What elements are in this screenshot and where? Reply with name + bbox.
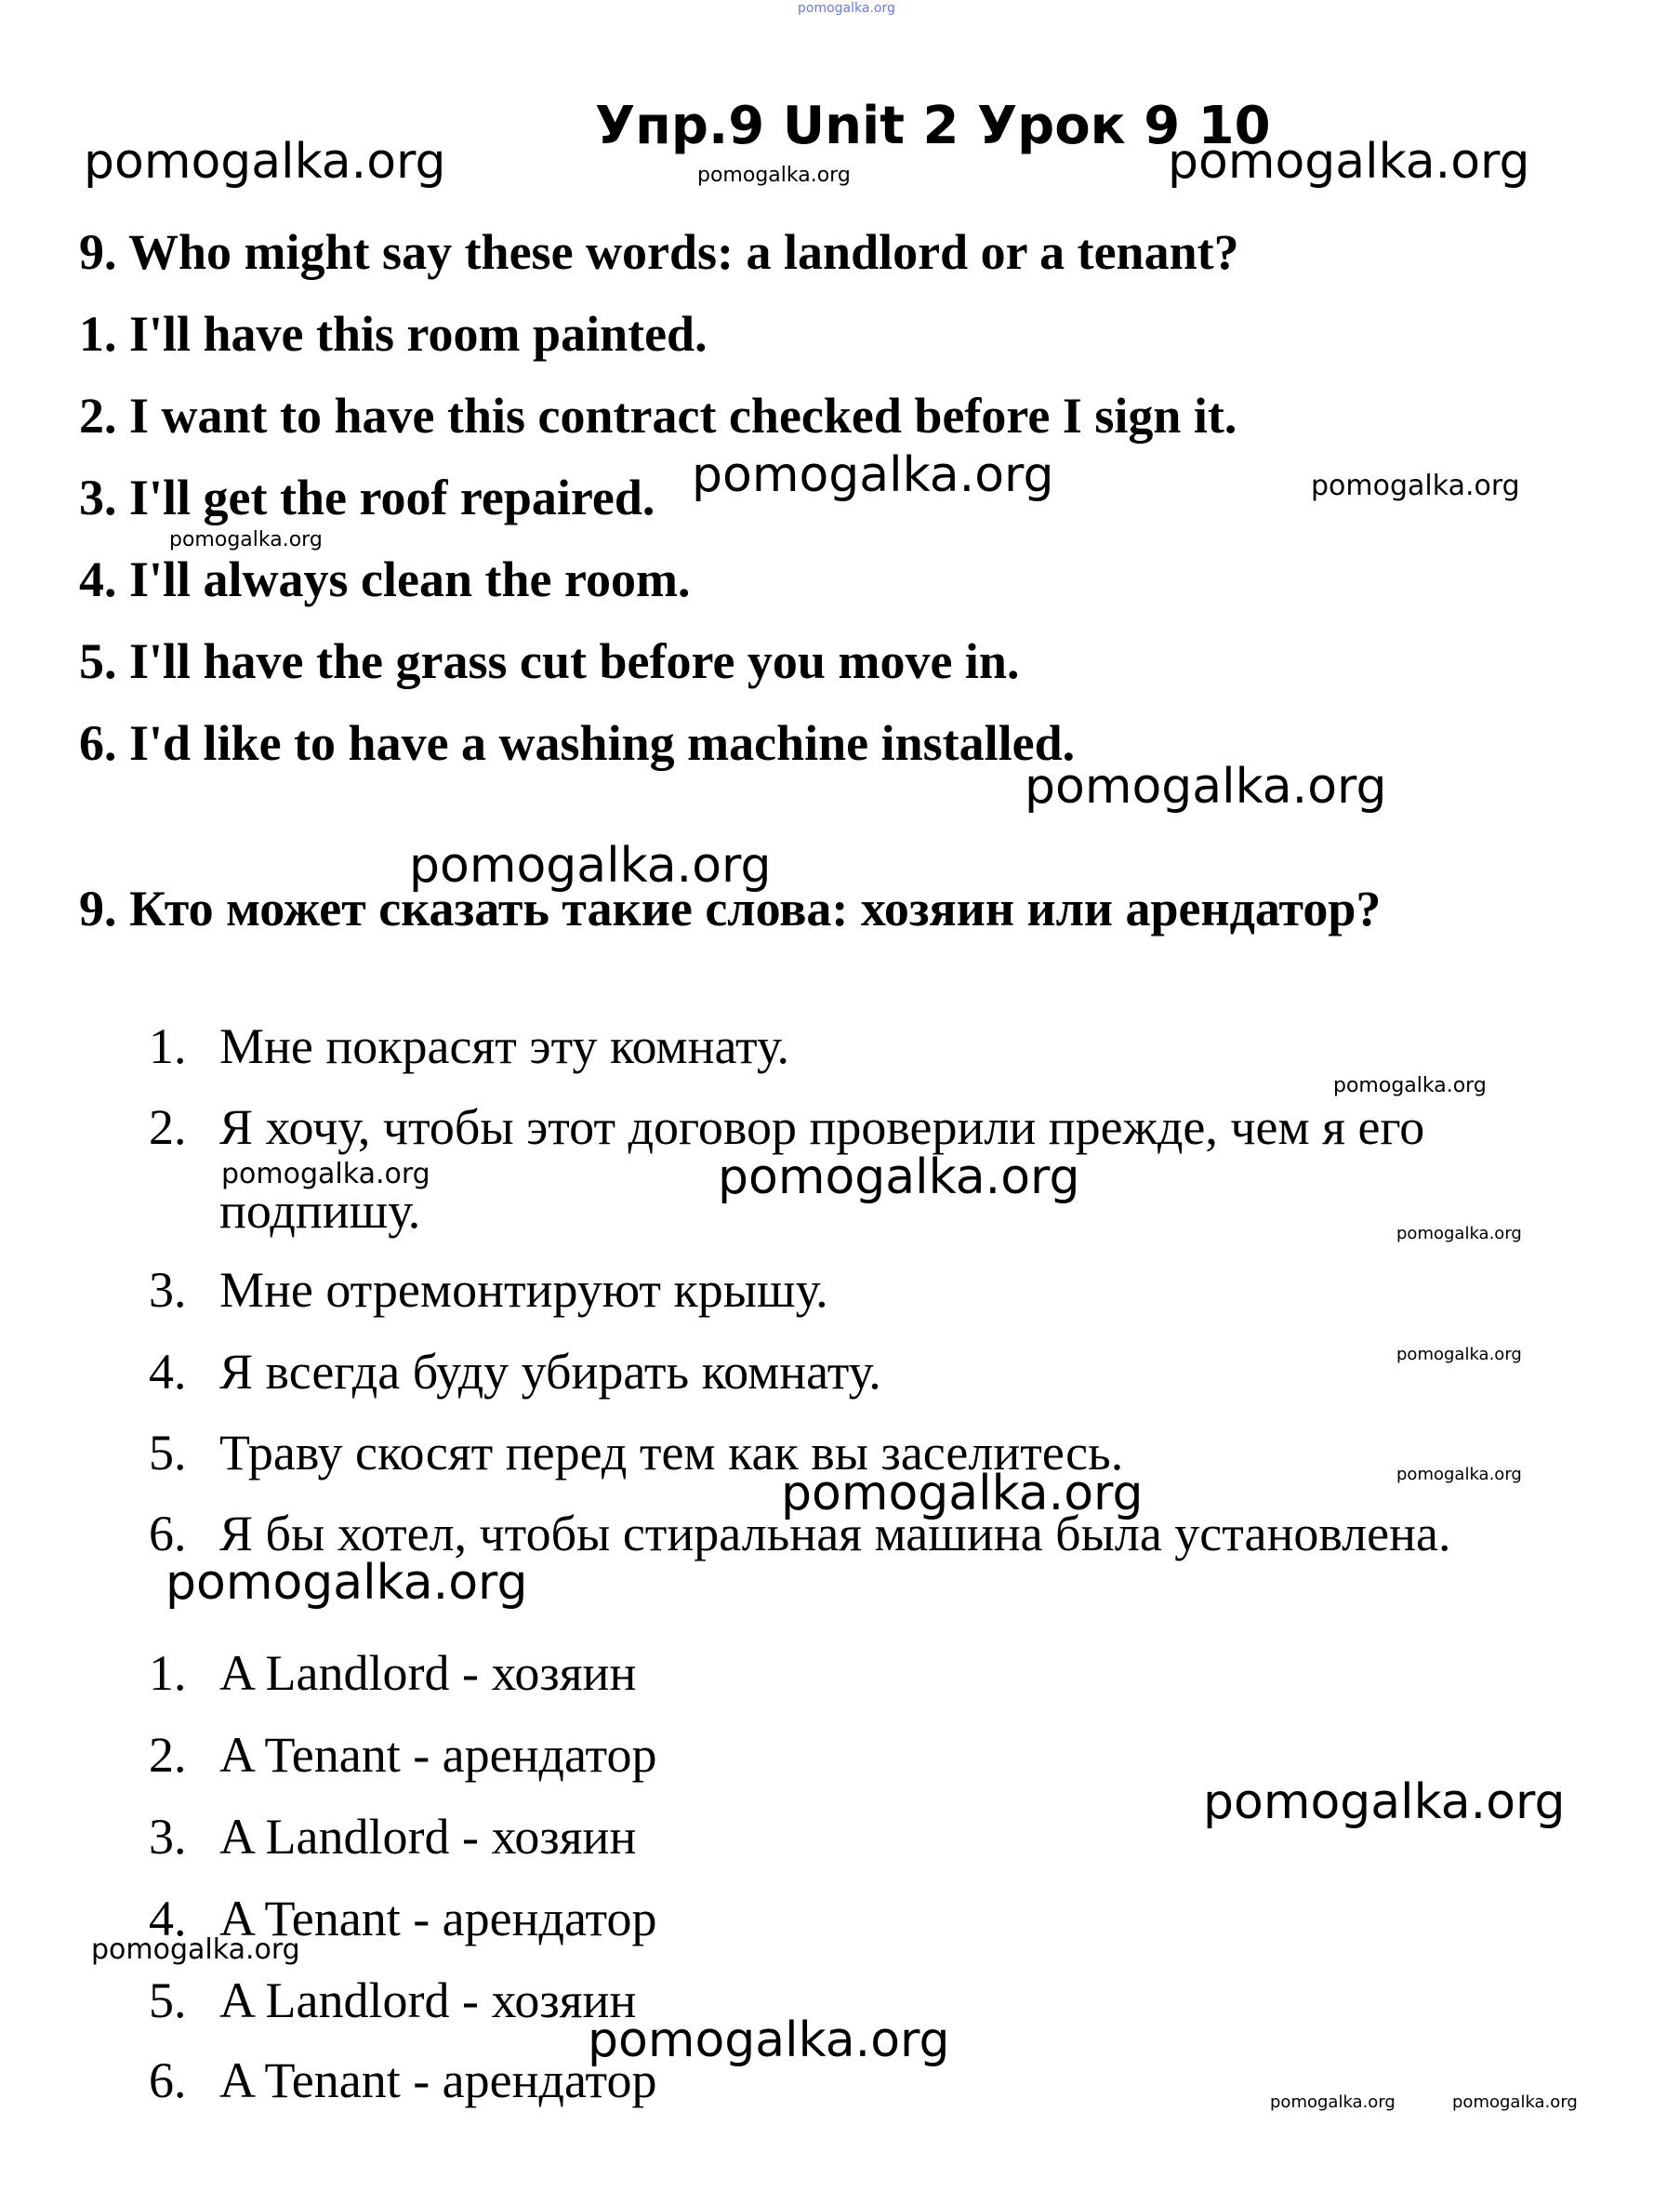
watermark: pomogalka.org (1270, 2092, 1396, 2112)
answer-4-text: A Tenant - арендатор (219, 1891, 657, 1946)
watermark: pomogalka.org (1396, 1465, 1522, 1484)
page-title: Упр.9 Unit 2 Урок 9 10 (595, 96, 1271, 156)
list-item (0, 1809, 1680, 1867)
watermark: pomogalka.org (692, 447, 1054, 503)
list-item (0, 1262, 1680, 1321)
item-ru-1-num: 1. (149, 1018, 187, 1074)
item-ru-2-num: 2. (149, 1099, 187, 1155)
item-ru-2-text: Я хочу, чтобы этот договор проверили прежде, чем я его (219, 1099, 1425, 1155)
question-ru: 9. Кто может сказать такие слова: хозяин или арендатор? (79, 881, 1382, 936)
answer-1-text: A Landlord - хозяин (219, 1645, 637, 1701)
item-en-1: 1. I'll have this room painted. (79, 306, 708, 362)
item-en-3: 3. I'll get the roof repaired. (79, 470, 655, 525)
list-item (0, 2052, 1680, 2111)
watermark: pomogalka.org (1168, 134, 1530, 190)
watermark-top: pomogalka.org (798, 1, 895, 16)
list-item (0, 1645, 1680, 1704)
watermark: pomogalka.org (84, 134, 446, 190)
watermark: pomogalka.org (781, 1466, 1144, 1521)
watermark: pomogalka.org (165, 1555, 528, 1611)
watermark: pomogalka.org (1396, 1224, 1522, 1243)
watermark: pomogalka.org (1396, 1345, 1522, 1364)
item-en-6: 6. I'd like to have a washing machine installed. (79, 715, 1076, 771)
question-en: 9. Who might say these words: a landlord or a tenant? (79, 224, 1239, 280)
watermark: pomogalka.org (1203, 1774, 1566, 1830)
watermark: pomogalka.org (409, 838, 772, 894)
answer-5-num: 5. (149, 1972, 187, 2028)
watermark: pomogalka.org (221, 1158, 430, 1190)
watermark: pomogalka.org (588, 2012, 950, 2068)
watermark: pomogalka.org (1311, 470, 1520, 502)
answer-3-num: 3. (149, 1809, 187, 1865)
answer-2-num: 2. (149, 1727, 187, 1783)
item-en-5: 5. I'll have the grass cut before you move in. (79, 633, 1020, 689)
item-ru-2-cont: подпишу. (219, 1183, 421, 1239)
answer-6-text: A Tenant - арендатор (219, 2052, 657, 2108)
watermark: pomogalka.org (91, 1933, 300, 1966)
item-ru-5-text: Траву скосят перед тем как вы заселитесь. (219, 1425, 1124, 1481)
watermark: pomogalka.org (718, 1149, 1080, 1205)
watermark: pomogalka.org (697, 164, 851, 187)
answer-5-text: A Landlord - хозяин (219, 1972, 637, 2028)
answer-3-text: A Landlord - хозяин (219, 1809, 637, 1865)
answer-4-num: 4. (149, 1891, 187, 1946)
item-ru-5-num: 5. (149, 1425, 187, 1481)
watermark: pomogalka.org (1333, 1074, 1487, 1097)
item-ru-1-text: Мне покрасят эту комнату. (219, 1018, 790, 1074)
item-ru-3-num: 3. (149, 1262, 187, 1318)
answer-6-num: 6. (149, 2052, 187, 2108)
answer-2-text: A Tenant - арендатор (219, 1727, 657, 1783)
item-ru-6-text: Я бы хотел, чтобы стиральная машина была установлена. (219, 1506, 1451, 1561)
item-ru-4-num: 4. (149, 1344, 187, 1400)
answer-1-num: 1. (149, 1645, 187, 1701)
item-en-2: 2. I want to have this contract checked before I sign it. (79, 388, 1237, 444)
item-ru-4-text: Я всегда буду убирать комнату. (219, 1344, 881, 1400)
item-en-4: 4. I'll always clean the room. (79, 551, 691, 607)
list-item (0, 1018, 1680, 1077)
watermark: pomogalka.org (1025, 759, 1387, 815)
item-ru-6-num: 6. (149, 1506, 187, 1561)
watermark: pomogalka.org (1452, 2092, 1578, 2112)
item-ru-3-text: Мне отремонтируют крышу. (219, 1262, 828, 1318)
watermark: pomogalka.org (169, 528, 323, 551)
